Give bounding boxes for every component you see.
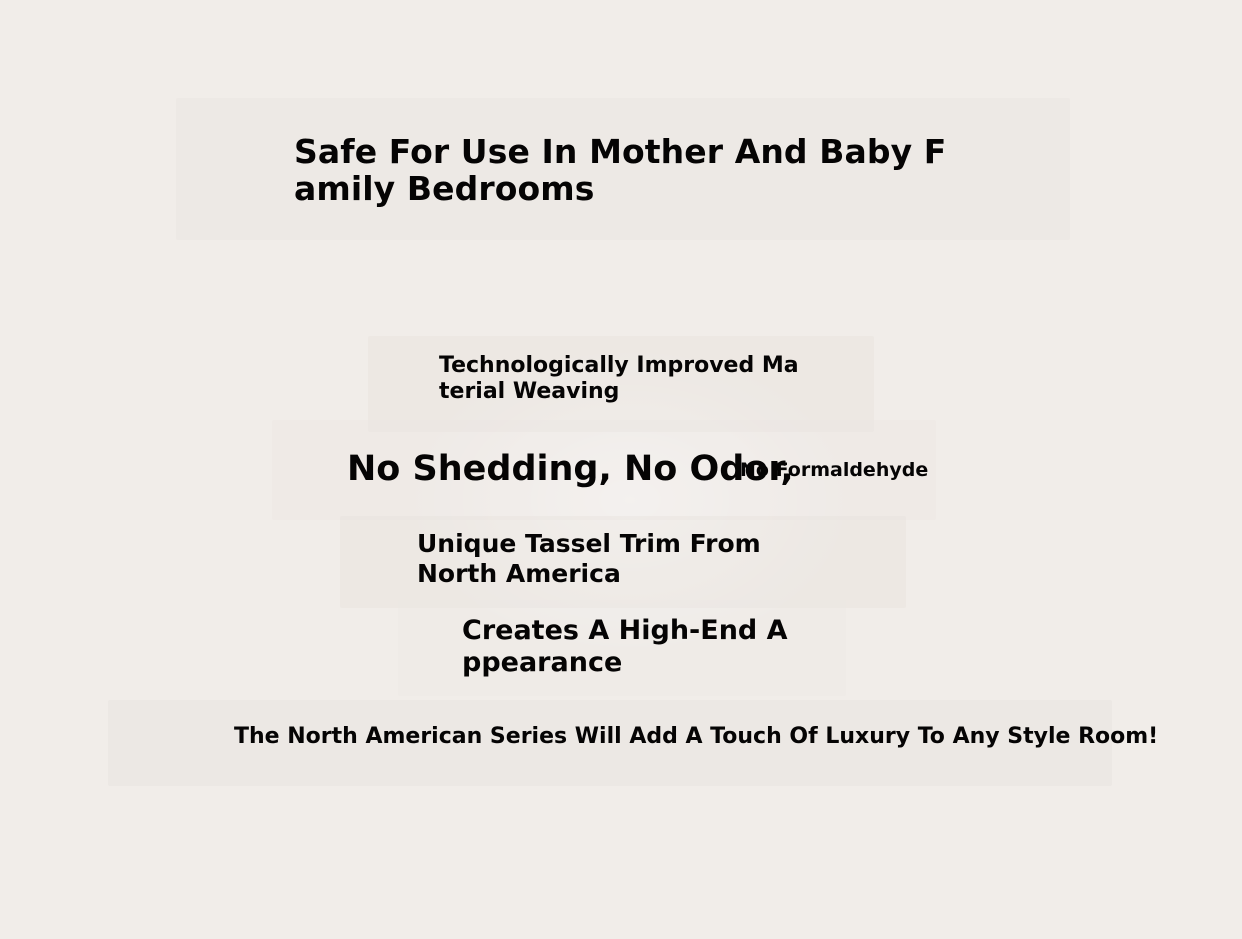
tagline: The North American Series Will Add A Touch Of Luxury To Any Style Room!: [234, 724, 1159, 749]
feature-no-formaldehyde: No Formaldehyde: [740, 459, 929, 481]
feature-tassel: Unique Tassel Trim From North America: [417, 529, 761, 588]
feature-no-shedding: No Shedding, No Odor,: [347, 449, 794, 489]
headline: Safe For Use In Mother And Baby Family Bedrooms: [294, 132, 947, 208]
feature-material: Technologically Improved Material Weaving: [439, 353, 799, 404]
feature-appearance: Creates A High-End Appearance: [462, 615, 788, 679]
